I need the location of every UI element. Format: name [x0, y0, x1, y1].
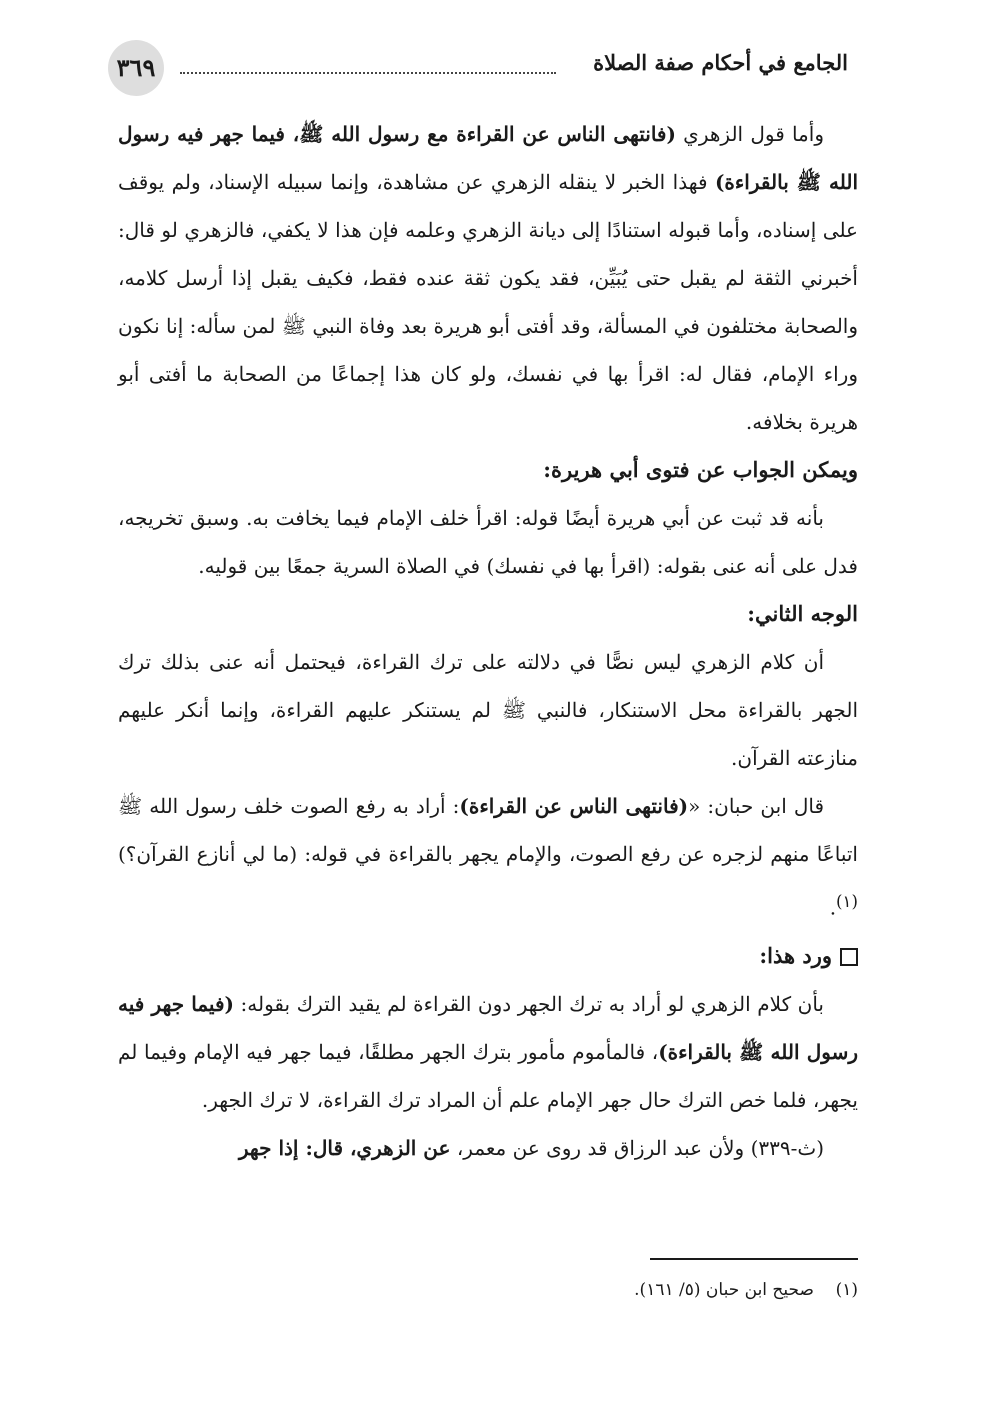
paragraph-text: قال ابن حبان: « [688, 794, 825, 818]
footnote-separator [650, 1258, 858, 1260]
paragraph-4 [118, 782, 858, 932]
bold-quote: (فانتهى الناس عن القراءة) [459, 794, 689, 818]
footnote-reference[interactable]: (١) [836, 892, 858, 911]
paragraph-text: وأما قول الزهري [675, 122, 824, 146]
paragraph-6 [118, 1124, 858, 1172]
paragraph-text: . [829, 895, 837, 920]
main-text [118, 110, 858, 1172]
paragraph-text: ، فالمأموم مأمور بترك الجهر مطلقًا، فيما جهر فيه الإمام وفيما لم يجهر، فلما خص الترك حال جهر الإمام علم أن المراد ترك القراءة، لا ترك الجهر. [118, 1039, 858, 1112]
paragraph-5 [118, 980, 858, 1124]
paragraph-2: بأنه قد ثبت عن أبي هريرة أيضًا قوله: اقرأ خلف الإمام فيما يخافت به. وسبق تخريجه، فدل على أنه عنى بقوله: (اقرأ بها في نفسك) في الصلاة السرية جمعًا بين قوليه. [118, 506, 858, 578]
paragraph-text: : أراد به رفع الصوت خلف رسول الله ﷺ اتباعًا منهم لزجره عن رفع الصوت، والإمام يجهر بالقراءة في قوله: (ما لي أنازع القرآن؟) [118, 794, 858, 866]
paragraph-3: أن كلام الزهري ليس نصًّا في دلالته على ترك القراءة، فيحتمل أنه عنى بذلك ترك الجهر بالقراءة محل الاستنكار، فالنبي ﷺ لم يستنكر عليهم القراءة، وإنما أنكر عليهم منازعته القرآن. [118, 650, 858, 770]
paragraph-1 [118, 110, 858, 446]
section-heading-rebuttal [118, 932, 858, 980]
header-dotted-leader [180, 50, 556, 74]
square-bullet-icon [840, 948, 858, 966]
section-heading-fatwa: ويمكن الجواب عن فتوى أبي هريرة: [543, 457, 858, 482]
running-header [108, 40, 848, 100]
section-heading-second-aspect: الوجه الثاني: [747, 601, 858, 626]
paragraph-text: (ث-٣٣٩) ولأن عبد الرزاق قد روى عن معمر، [450, 1135, 824, 1160]
bold-quote: (فيما جهر فيه رسول الله ﷺ بالقراءة) [118, 991, 858, 1064]
paragraph-text: فهذا الخبر لا ينقله الزهري عن مشاهدة، وإنما سبيله الإسناد، ولم يوقف على إسناده، وأما قبوله استنادًا إلى ديانة الزهري وعلمه فإن هذا لا يكفي، فالزهري لو قال: أخبرني الثقة لم يقبل حتى يُبَيِّن، فقد يكون ثقة عنده فقط، فكيف يقبل إذا أرسل كلامه، والصحابة مختلفون في المسألة، وقد أفتى أبو هريرة بعد وفاة النبي ﷺ لمن سأله: إنا نكون وراء الإمام، فقال له: اقرأ بها في نفسك، ولو كان هذا إجماعًا من الصحابة ما أفتى أبو هريرة بخلافه. [118, 170, 858, 434]
footnote-text: صحيح ابن حبان (٥/ ١٦١). [634, 1280, 814, 1300]
bold-quote: عن الزهري، قال: إذا جهر [238, 1135, 451, 1160]
book-title: الجامع في أحكام صفة الصلاة [593, 50, 848, 75]
bold-quote: (فانتهى الناس عن القراءة مع رسول الله ﷺ، فيما جهر فيه رسول الله ﷺ بالقراءة) [118, 122, 859, 194]
footnote [118, 1274, 858, 1306]
footnote-number: (١) [835, 1280, 858, 1300]
page-number: ٣٦٩ [108, 40, 164, 96]
paragraph-text: بأن كلام الزهري لو أراد به ترك الجهر دون القراءة لم يقيد الترك بقوله: [233, 991, 824, 1016]
heading-text: ورد هذا: [759, 942, 832, 968]
